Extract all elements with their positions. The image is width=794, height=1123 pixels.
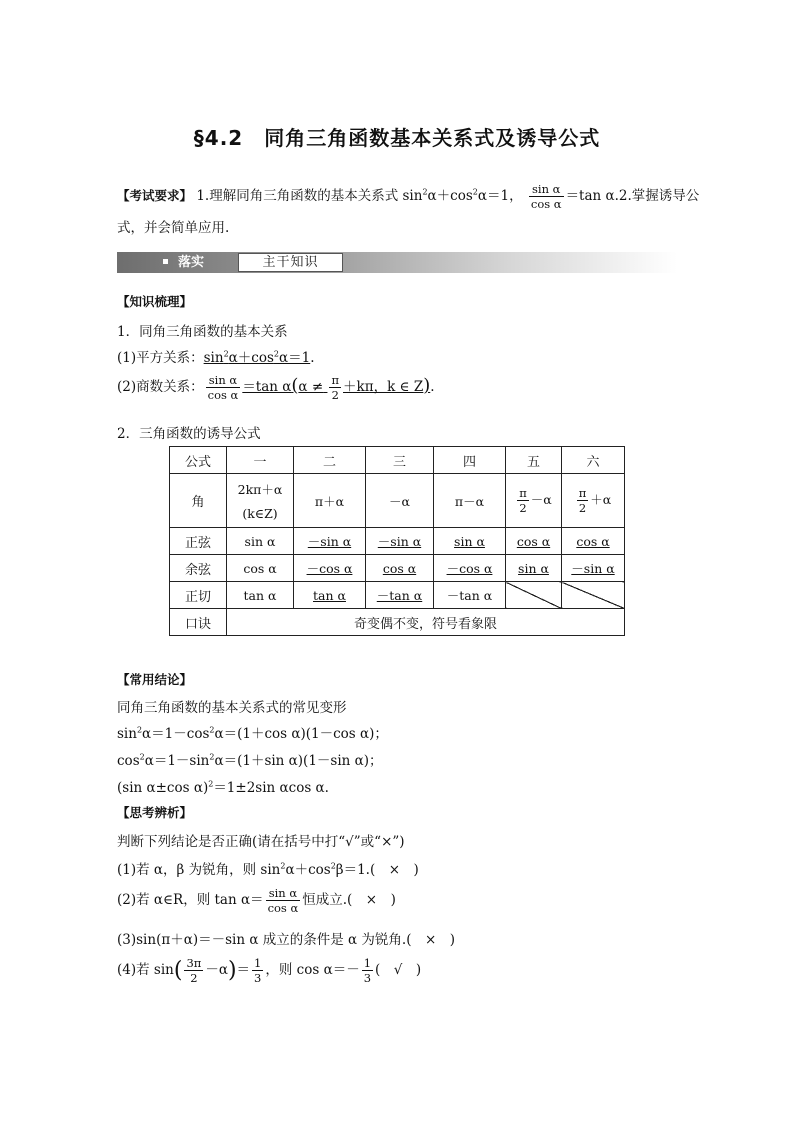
square-bullet-icon (163, 259, 168, 264)
page-title: §4.2 同角三角函数基本关系式及诱导公式 (193, 126, 601, 150)
judge-q2: (2)若 α∈R，则 tan α＝ $\frac{\text{sin α}}{\text{cos α}}$ 恒成立.( × ) (117, 886, 396, 915)
exam-requirement-line2: 式，并会简单应用. (117, 220, 230, 236)
table-row: 余弦 cos α －cos α cos α －cos α sin α －sin α (170, 555, 625, 582)
induction-formula-table (169, 446, 625, 636)
empty-diagonal-cell (562, 582, 625, 609)
judge-q4: (4)若 sin( $\frac{3\pi}{2}$ －α)＝ $\frac{1}{3}$ ，则 cos α＝－ $\frac{1}{3}$ ( √ ) (117, 956, 422, 985)
conclusion-line1: $\sin^2\alpha=1-\cos^2\alpha=(1+\cos$ α)(1－cos α)； (117, 725, 388, 742)
knowledge-item1: 1．同角三角函数的基本关系 (117, 324, 288, 340)
square-relation: (1)平方关系：$\sin^2\alpha+\cos^2\alpha=1$. (117, 349, 315, 366)
empty-diagonal-cell (506, 582, 562, 609)
table-angle-row: 角 2kπ＋α (k∈Z) π＋α －α π－α $\frac{\pi}{2}$ －α $\frac{\pi}{2}$ ＋α (170, 474, 625, 528)
exam-label: 【考试要求】 (117, 188, 193, 203)
table-row: 正弦 sin α －sin α －sin α sin α cos α cos α (170, 528, 625, 555)
table-mnemonic-row: 口诀 奇变偶不变，符号看象限 (170, 609, 625, 636)
banner-title: 主干知识 (238, 253, 343, 272)
conclusion-line3: (sin α±cos α)$^2$＝1±2sin αcos α. (117, 779, 329, 796)
knowledge-item2: 2．三角函数的诱导公式 (117, 426, 261, 442)
knowledge-label: 【知识梳理】 (117, 294, 193, 309)
banner-left: 落实 (117, 252, 237, 273)
section-banner (117, 252, 677, 273)
judge-q1: (1)若 α，β 为锐角，则 $\sin^2\alpha+\cos^2\beta=1$.( × ) (117, 861, 419, 878)
table-header-row: 公式 一 二 三 四 五 六 (170, 447, 625, 474)
judge-label: 【思考辨析】 (117, 805, 193, 820)
conclusion-label: 【常用结论】 (117, 672, 193, 687)
conclusion-line2: $\cos^2\alpha=1-\sin^2\alpha=(1+\sin$ α)(1－sin α)； (117, 752, 383, 769)
conclusion-intro: 同角三角函数的基本关系式的常见变形 (117, 700, 347, 716)
judge-intro: 判断下列结论是否正确(请在括号中打“√”或“×”) (117, 834, 405, 850)
table-row: 正切 tan α tan α －tan α －tan α (170, 582, 625, 609)
exam-requirement-line1: 【考试要求】 1.理解同角三角函数的基本关系式 $\sin^2\alpha+\cos^2\alpha=1$， $\frac{\text{sin α}}{\text{cos α}}$ ＝tan α.2.掌握诱导公 (117, 182, 700, 211)
judge-q3: (3)sin(π＋α)＝－sin α 成立的条件是 α 为锐角.( × ) (117, 932, 456, 948)
quotient-relation: (2)商数关系： $\frac{\text{sin α}}{\text{cos α}}$ ＝tan α(α ≠ $\frac{\pi}{2}$ ＋kπ，k ∈ Z). (117, 373, 435, 402)
fraction: $\frac{\text{sin α}}{\text{cos α}}$ (530, 182, 562, 211)
